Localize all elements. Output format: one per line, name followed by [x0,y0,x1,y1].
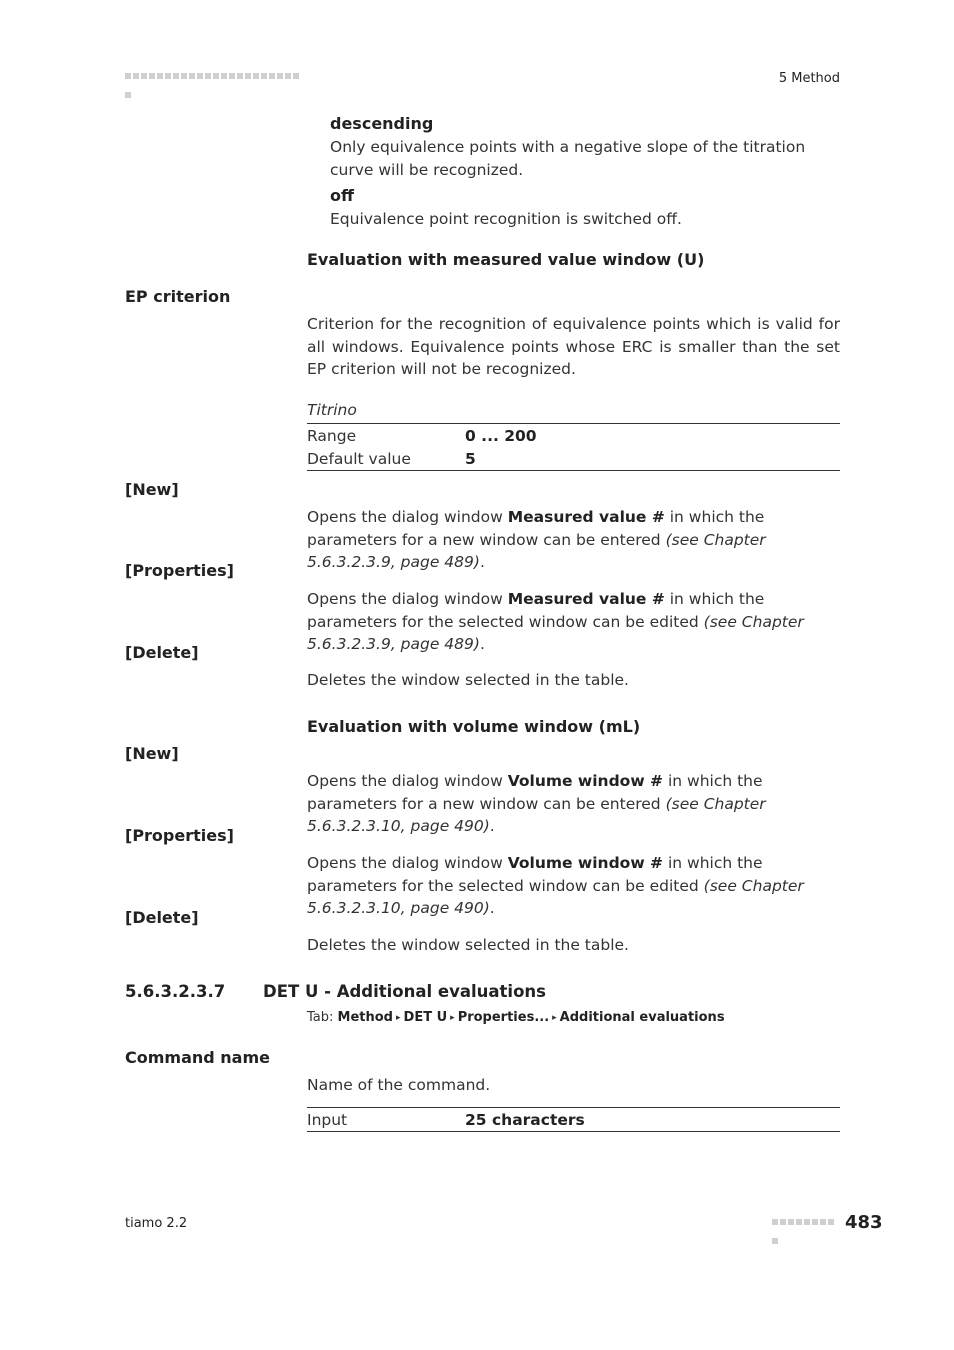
properties-text-vol [307,852,840,920]
range-value: 0 ... 200 [465,426,537,445]
text-segment: Opens the dialog window [307,508,508,526]
properties-text-u [307,588,840,656]
off-title: off [330,186,354,205]
text-segment: in which the parameters for a new window can be entered [307,772,763,813]
command-name-text: Name of the command. [307,1076,491,1094]
new-label-vol: [New] [125,744,179,763]
text-segment: Opens the dialog window [307,854,508,872]
range-key: Range [307,426,357,445]
input-key: Input [307,1110,348,1129]
header-chapter: 5 Method [778,71,840,86]
delete-text-u: Deletes the window selected in the table. [307,671,629,689]
command-name-table [307,1107,840,1132]
chapter-reference[interactable]: (see Chapter 5.6.3.2.3.10, page 490) [307,876,804,917]
ep-criterion-table [307,423,840,471]
properties-label-vol: [Properties] [125,826,234,845]
text-segment: in which the parameters for a new window can be entered [307,508,765,549]
footer-product: tiamo 2.2 [125,1216,188,1231]
new-text-u [307,506,840,574]
text-segment: in which the parameters for the selected window can be edited [307,590,765,631]
section-number: 5.6.3.2.3.7 [125,982,226,1001]
properties-label-u: [Properties] [125,561,234,580]
default-value: 5 [465,449,476,468]
dialog-name: Measured value # [507,590,665,608]
range-row [307,424,840,448]
table-caption: Titrino [307,401,357,419]
triangle-right-icon: ▸ [396,1013,401,1023]
ep-criterion-text: Criterion for the recognition of equivalence points which is valid for all windows. Equivalence points whose ERC is smaller than the set EP criterion will not be recognized. [307,315,840,378]
tab-path [307,1010,725,1025]
default-row [307,447,840,471]
header-decoration [125,73,307,83]
default-key: Default value [307,449,411,468]
input-value: 25 characters [465,1110,585,1129]
page-number: 483 [845,1212,883,1233]
text-segment: . [489,817,495,835]
dialog-name: Measured value # [507,508,665,526]
input-row [307,1108,840,1132]
text-segment: in which the parameters for the selected window can be edited [307,854,763,895]
text-segment: Opens the dialog window [307,590,508,608]
descending-text: Only equivalence points with a negative slope of the titration curve will be recognized. [330,138,806,179]
new-label-u: [New] [125,480,179,499]
delete-text-vol: Deletes the window selected in the table. [307,936,629,954]
footer-decoration [772,1219,842,1229]
delete-label-vol: [Delete] [125,908,199,927]
chapter-reference[interactable]: (see Chapter 5.6.3.2.3.9, page 489) [307,530,766,571]
text-segment: . [489,899,495,917]
ep-criterion-label: EP criterion [125,287,231,306]
text-segment: . [479,553,485,571]
chapter-reference[interactable]: (see Chapter 5.6.3.2.3.10, page 490) [307,794,766,835]
tab-path-item: DET U [403,1010,448,1025]
descending-title: descending [330,114,434,133]
text-segment: . [479,635,485,653]
command-name-label: Command name [125,1048,270,1067]
measured-window-heading: Evaluation with measured value window (U) [307,250,705,269]
tab-prefix: Tab: [307,1010,338,1025]
chapter-reference[interactable]: (see Chapter 5.6.3.2.3.9, page 489) [307,612,804,653]
volume-window-heading: Evaluation with volume window (mL) [307,717,641,736]
triangle-right-icon: ▸ [552,1013,557,1023]
dialog-name: Volume window # [507,854,664,872]
triangle-right-icon: ▸ [450,1013,455,1023]
tab-path-item: Properties... [457,1010,550,1025]
dialog-name: Volume window # [507,772,664,790]
new-text-vol [307,770,840,838]
delete-label-u: [Delete] [125,643,199,662]
section-title: DET U - Additional evaluations [263,982,546,1001]
tab-path-item: Additional evaluations [559,1010,725,1025]
off-text: Equivalence point recognition is switched off. [330,210,682,228]
tab-path-item: Method [337,1010,393,1025]
text-segment: Opens the dialog window [307,772,508,790]
